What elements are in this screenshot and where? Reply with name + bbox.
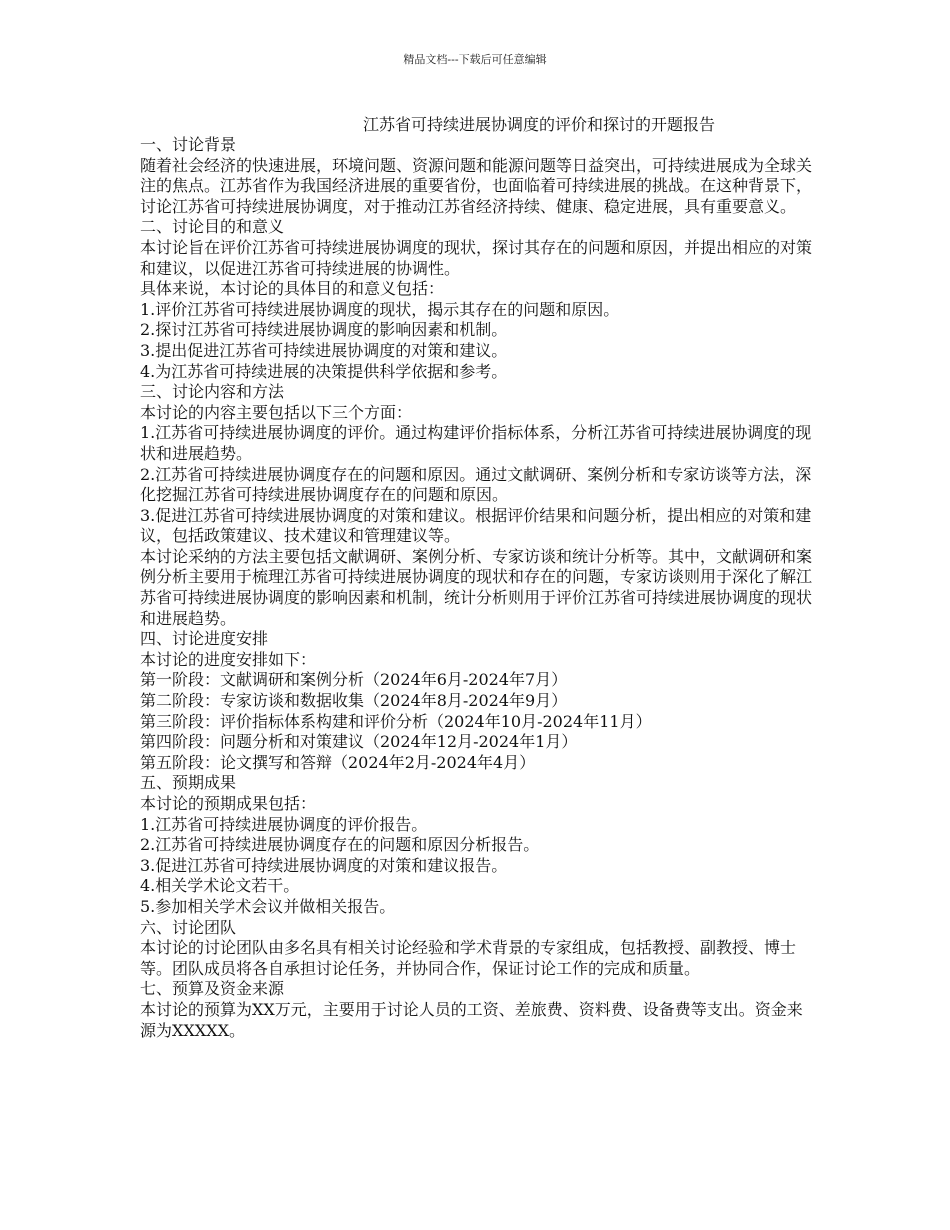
list-item-content-1: 1.江苏省可持续进展协调度的评价。通过构建评价指标体系，分析江苏省可持续进展协调度的现状和进展趋势。 bbox=[140, 423, 812, 463]
paragraph-purpose: 本讨论旨在评价江苏省可持续进展协调度的现状，探讨其存在的问题和原因，并提出相应的对策和建议，以促进江苏省可持续进展的协调性。 bbox=[140, 237, 813, 278]
list-item-outcome-4: 4.相关学术论文若干。 bbox=[140, 876, 300, 896]
paragraph-background: 随着社会经济的快速进展，环境问题、资源问题和能源问题等日益突出，可持续进展成为全球关注的焦点。江苏省作为我国经济进展的重要省份，也面临着可持续进展的挑战。在这种背景下，讨论江苏省可持续进展协调度，对于推动江苏省经济持续、健康、稳定进展，具有重要意义。 bbox=[140, 155, 813, 216]
schedule-stage-5: 第五阶段：论文撰写和答辩（2024年2月-2024年4月） bbox=[140, 752, 536, 772]
section-heading-purpose: 二、讨论目的和意义 bbox=[140, 217, 285, 237]
document-body bbox=[140, 135, 812, 1041]
list-item-content-2: 2.江苏省可持续进展协调度存在的问题和原因。通过文献调研、案例分析和专家访谈等方法，深化挖掘江苏省可持续进展协调度存在的问题和原因。 bbox=[140, 464, 812, 505]
list-item-outcome-1: 1.江苏省可持续进展协调度的评价报告。 bbox=[140, 814, 428, 834]
section-heading-budget: 七、预算及资金来源 bbox=[140, 979, 285, 999]
section-heading-schedule: 四、讨论进度安排 bbox=[140, 629, 269, 649]
document-title: 江苏省可持续进展协调度的评价和探讨的开题报告 bbox=[363, 115, 716, 134]
paragraph-methods: 本讨论采纳的方法主要包括文献调研、案例分析、专家访谈和统计分析等。其中，文献调研和案例分析主要用于梳理江苏省可持续进展协调度的现状和存在的问题，专家访谈则用于深化了解江苏省可持续进展协调度的影响因素和机制，统计分析则用于评价江苏省可持续进展协调度的现状和进展趋势。 bbox=[140, 546, 813, 628]
schedule-stage-1: 第一阶段：文献调研和案例分析（2024年6月-2024年7月） bbox=[140, 670, 568, 690]
schedule-stage-4: 第四阶段：问题分析和对策建议（2024年12月-2024年1月） bbox=[140, 732, 578, 752]
list-item-purpose-2: 2.探讨江苏省可持续进展协调度的影响因素和机制。 bbox=[140, 320, 508, 340]
list-item-outcome-5: 5.参加相关学术会议并做相关报告。 bbox=[140, 896, 396, 916]
list-item-purpose-1: 1.评价江苏省可持续进展协调度的现状，揭示其存在的问题和原因。 bbox=[140, 299, 620, 319]
section-heading-content-method: 三、讨论内容和方法 bbox=[140, 382, 285, 402]
page-header: 精品文档---下载后可任意编辑 bbox=[403, 53, 547, 66]
section-heading-outcomes: 五、预期成果 bbox=[140, 773, 237, 793]
paragraph-purpose-intro: 具体来说，本讨论的具体目的和意义包括： bbox=[140, 279, 445, 299]
list-item-outcome-3: 3.促进江苏省可持续进展协调度的对策和建议报告。 bbox=[140, 855, 508, 875]
list-item-outcome-2: 2.江苏省可持续进展协调度存在的问题和原因分析报告。 bbox=[140, 835, 540, 855]
paragraph-team: 本讨论的讨论团队由多名具有相关讨论经验和学术背景的专家组成，包括教授、副教授、博士等。团队成员将各自承担讨论任务，并协同合作，保证讨论工作的完成和质量。 bbox=[140, 938, 797, 978]
schedule-stage-3: 第三阶段：评价指标体系构建和评价分析（2024年10月-2024年11月） bbox=[140, 711, 652, 731]
paragraph-schedule-intro: 本讨论的进度安排如下： bbox=[140, 649, 317, 669]
section-heading-team: 六、讨论团队 bbox=[140, 917, 237, 937]
list-item-purpose-3: 3.提出促进江苏省可持续进展协调度的对策和建议。 bbox=[140, 340, 508, 360]
list-item-purpose-4: 4.为江苏省可持续进展的决策提供科学依据和参考。 bbox=[140, 361, 508, 381]
paragraph-outcomes-intro: 本讨论的预期成果包括： bbox=[140, 794, 317, 813]
list-item-content-3: 3.促进江苏省可持续进展协调度的对策和建议。根据评价结果和问题分析，提出相应的对策和建议，包括政策建议、技术建议和管理建议等。 bbox=[140, 505, 812, 546]
section-heading-background: 一、讨论背景 bbox=[140, 135, 237, 154]
paragraph-content-intro: 本讨论的内容主要包括以下三个方面： bbox=[140, 402, 413, 422]
paragraph-budget: 本讨论的预算为XX万元，主要用于讨论人员的工资、差旅费、资料费、设备费等支出。资金来源为XXXXX。 bbox=[140, 999, 803, 1040]
schedule-stage-2: 第二阶段：专家访谈和数据收集（2024年8月-2024年9月） bbox=[140, 691, 568, 711]
